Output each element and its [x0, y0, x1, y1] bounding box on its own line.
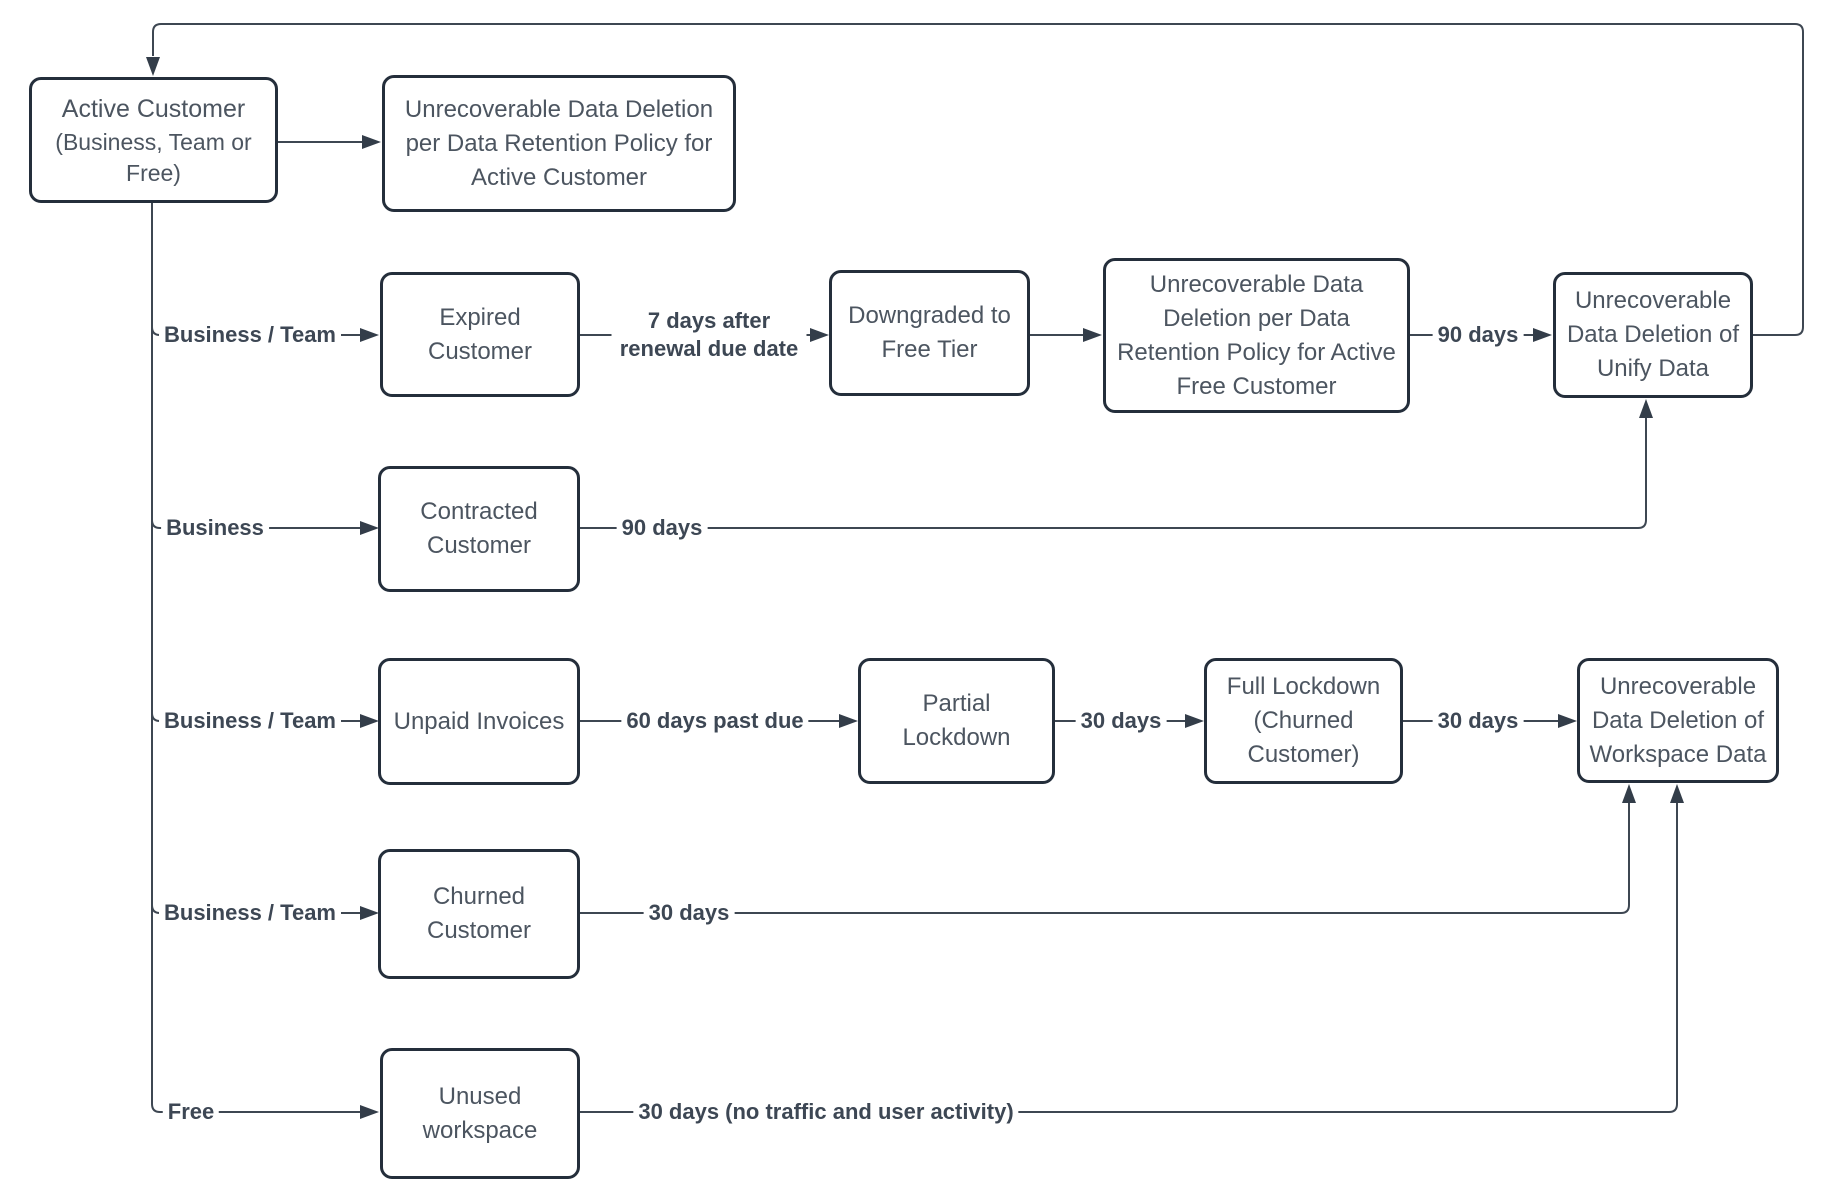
node-unpaid-invoices: [378, 658, 580, 785]
edge-label-expired-to-downgraded: 7 days after renewal due date: [612, 306, 807, 364]
edge-label-deletionfree-to-unify: 90 days: [1433, 320, 1524, 350]
arrowhead-unpaid: [360, 714, 379, 728]
node-deletion-active-customer: [382, 75, 736, 212]
edge-label-partial-to-full: 30 days: [1076, 706, 1167, 736]
node-label: Unrecoverable Data Deletion of Unify Data: [1566, 287, 1740, 382]
node-label: Expired Customer: [427, 303, 533, 365]
arrowhead-unify-left: [1533, 328, 1552, 342]
arrowhead-churned: [360, 906, 379, 920]
edge-label-branch-churned: Business / Team: [159, 898, 341, 928]
arrowhead-deletion-active: [362, 135, 381, 149]
arrowhead-deletion-free: [1083, 328, 1102, 342]
arrowhead-contracted: [360, 521, 379, 535]
node-churned-customer: [378, 849, 580, 979]
node-label: Downgraded to Free Tier: [848, 302, 1011, 363]
edge-label-unused-to-workspace: 30 days (no traffic and user activity): [633, 1097, 1018, 1127]
edge-label-branch-contracted: Business: [161, 513, 269, 543]
node-label: Unrecoverable Data Deletion per Data Retention Policy for Active Free Customer: [1117, 270, 1396, 400]
node-deletion-workspace-data: [1577, 658, 1779, 783]
arrowhead-unify-bottom: [1639, 399, 1653, 418]
arrowhead-into-active-customer: [146, 57, 160, 76]
edge-contracted-to-unify: [580, 418, 1646, 528]
edge-unused-to-workspace: [580, 803, 1677, 1112]
edge-label-branch-unused: Free: [163, 1097, 219, 1127]
node-deletion-unify-data: [1553, 272, 1753, 398]
node-label: Unpaid Invoices: [393, 707, 565, 735]
node-active-customer-title: Active Customer: [61, 95, 246, 123]
node-contracted-customer: [378, 466, 580, 592]
arrowhead-partial: [839, 714, 858, 728]
arrowhead-workspace-left: [1558, 714, 1577, 728]
arrowhead-workspace-bottom-2: [1670, 784, 1684, 803]
node-label: Unrecoverable Data Deletion per Data Retention Policy for Active Customer: [404, 95, 714, 191]
arrowhead-workspace-bottom-1: [1622, 784, 1636, 803]
node-label: Unused workspace: [422, 1082, 538, 1144]
node-active-customer: [29, 77, 278, 203]
arrowhead-expired: [360, 328, 379, 342]
node-unused-workspace: [380, 1048, 580, 1179]
edge-label-branch-expired: Business / Team: [159, 320, 341, 350]
arrowhead-full: [1185, 714, 1204, 728]
edge-churned-to-workspace: [580, 803, 1629, 913]
edge-label-unpaid-to-partial: 60 days past due: [621, 706, 808, 736]
node-label: Unrecoverable Data Deletion of Workspace Data: [1589, 672, 1767, 768]
node-label: Full Lockdown (Churned Customer): [1226, 673, 1381, 768]
node-downgraded-free-tier: [829, 270, 1030, 396]
edge-label-churned-to-workspace: 30 days: [644, 898, 735, 928]
node-label: Contracted Customer: [420, 498, 538, 559]
node-full-lockdown: [1204, 658, 1403, 784]
node-active-customer-subtitle: (Business, Team or Free): [55, 129, 252, 186]
node-expired-customer: [380, 272, 580, 397]
edge-label-contracted-to-unify: 90 days: [617, 513, 708, 543]
edge-label-full-to-workspace: 30 days: [1433, 706, 1524, 736]
node-partial-lockdown: [858, 658, 1055, 784]
edge-label-branch-unpaid: Business / Team: [159, 706, 341, 736]
arrowhead-unused: [360, 1105, 379, 1119]
node-deletion-active-free-customer: [1103, 258, 1410, 413]
node-label: Churned Customer: [426, 883, 532, 944]
arrowhead-downgraded: [810, 328, 829, 342]
node-label: Partial Lockdown: [902, 690, 1011, 751]
